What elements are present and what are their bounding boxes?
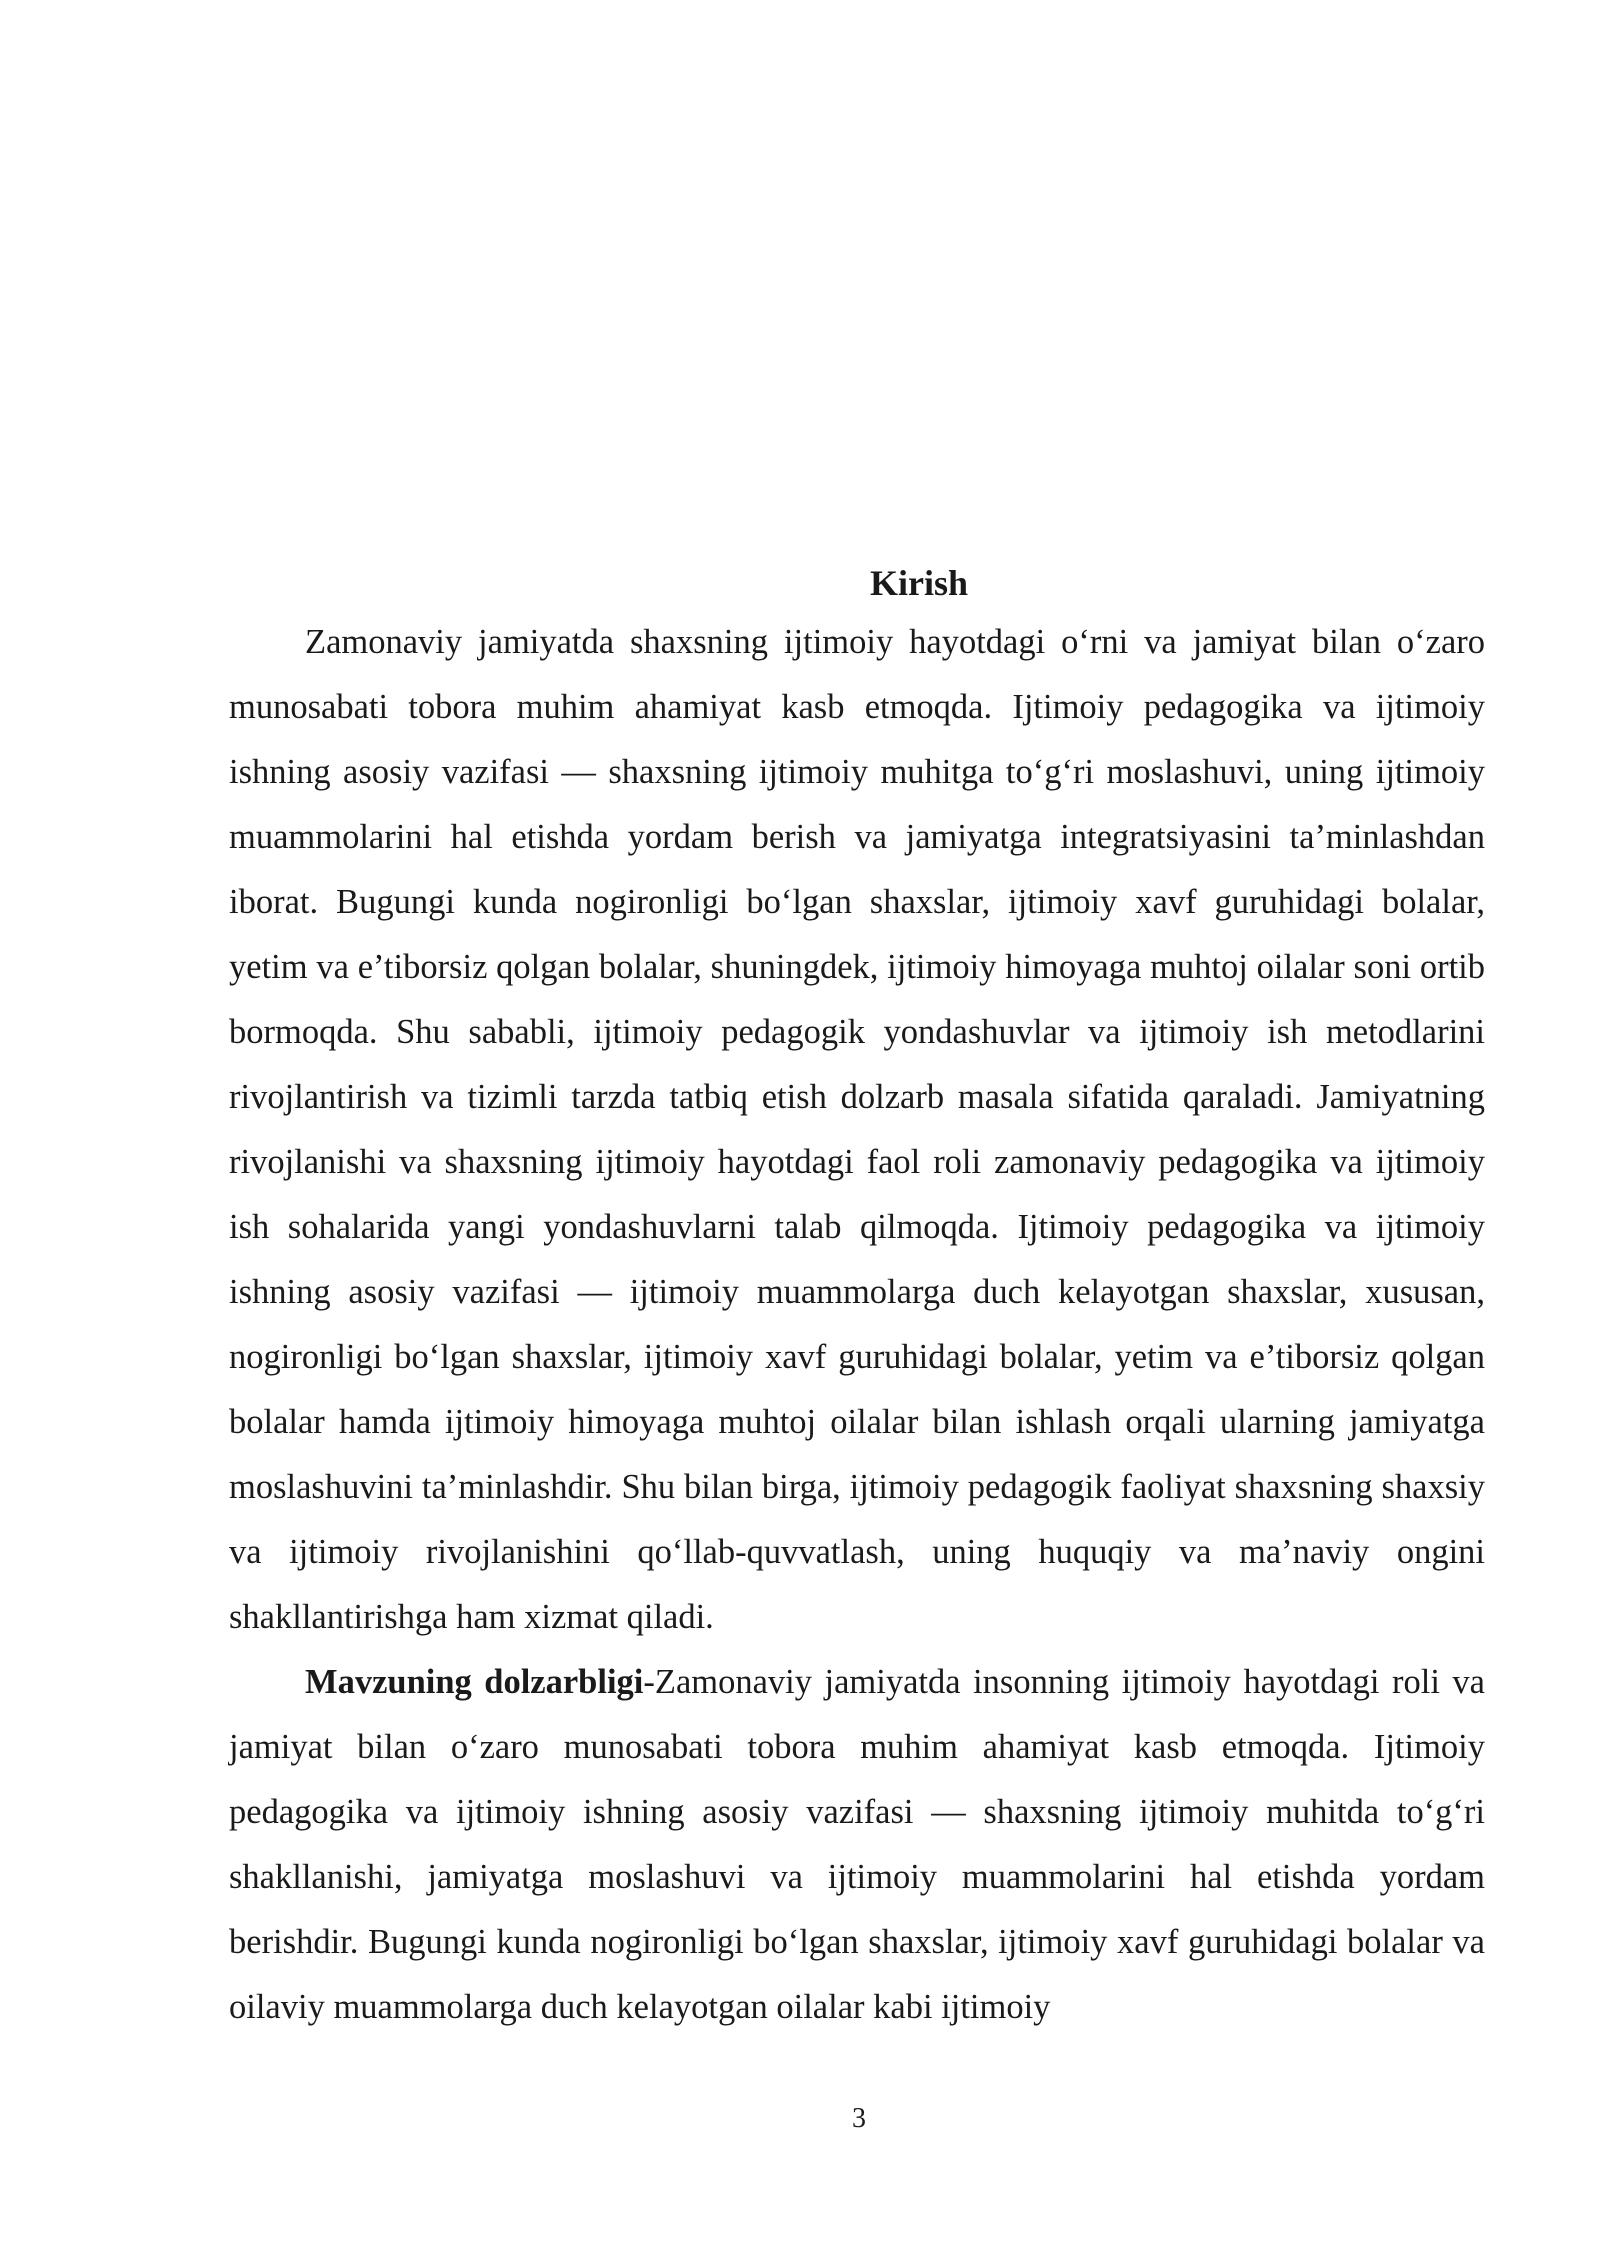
intro-paragraph: Zamonaviy jamiyatda shaxsning ijtimoiy hayotdagi o‘rni va jamiyat bilan o‘zaro munosabati tobora muhim ahamiyat kasb etmoqda. Ijtimoiy pedagogika va ijtimoiy ishning asosiy vazifasi — shaxsning ijtimoiy muhitga to‘g‘ri moslashuvi, uning ijtimoiy muammolarini hal etishda yordam berish va jamiyatga integratsiyasini ta’minlashdan iborat. Bugungi kunda nogironligi bo‘lgan shaxslar, ijtimoiy xavf guruhidagi bolalar, yetim va e’tiborsiz qolgan bolalar, shuningdek, ijtimoiy himoyaga muhtoj oilalar soni ortib bormoqda. Shu sababli, ijtimoiy pedagogik yondashuvlar va ijtimoiy ish metodlarini rivojlantirish va tizimli tarzda tatbiq etish dolzarb masala sifatida qaraladi. Jamiyatning rivojlanishi va shaxsning ijtimoiy hayotdagi faol roli zamonaviy pedagogika va ijtimoiy ish sohalarida yangi yondashuvlarni talab qilmoqda. Ijtimoiy pedagogika va ijtimoiy ishning asosiy vazifasi — ijtimoiy muammolarga duch kelayotgan shaxslar, xususan, nogironligi bo‘lgan shaxslar, ijtimoiy xavf guruhidagi bolalar, yetim va e’tiborsiz qolgan bolalar hamda ijtimoiy himoyaga muhtoj oilalar bilan ishlash orqali ularning jamiyatga moslashuvini ta’minlashdir. Shu bilan birga, ijtimoiy pedagogik faoliyat shaxsning shaxsiy va ijtimoiy rivojlanishini qo‘llab-quvvatlash, uning huquqiy va ma’naviy ongini shakllantirishga ham xizmat qiladi. bbox=[229, 623, 1485, 1636]
relevance-paragraph bbox=[229, 1650, 1485, 2040]
section-heading: Kirish bbox=[869, 563, 968, 603]
relevance-text: -Zamonaviy jamiyatda insonning ijtimoiy hayotdagi roli va jamiyat bilan o‘zaro munosabati tobora muhim ahamiyat kasb etmoqda. Ijtimoiy pedagogika va ijtimoiy ishning asosiy vazifasi — shaxsning ijtimoiy muhitda to‘g‘ri shakllanishi, jamiyatga moslashuvi va ijtimoiy muammolarini hal etishda yordam berishdir. Bugungi kunda nogironligi bo‘lgan shaxslar, ijtimoiy xavf guruhidagi bolalar va oilaviy muammolarga duch kelayotgan oilalar kabi ijtimoiy bbox=[229, 1663, 1485, 2026]
page-number: 3 bbox=[852, 2103, 866, 2134]
page-content bbox=[229, 556, 1485, 2040]
relevance-lead: Mavzuning dolzarbligi bbox=[305, 1663, 644, 1701]
